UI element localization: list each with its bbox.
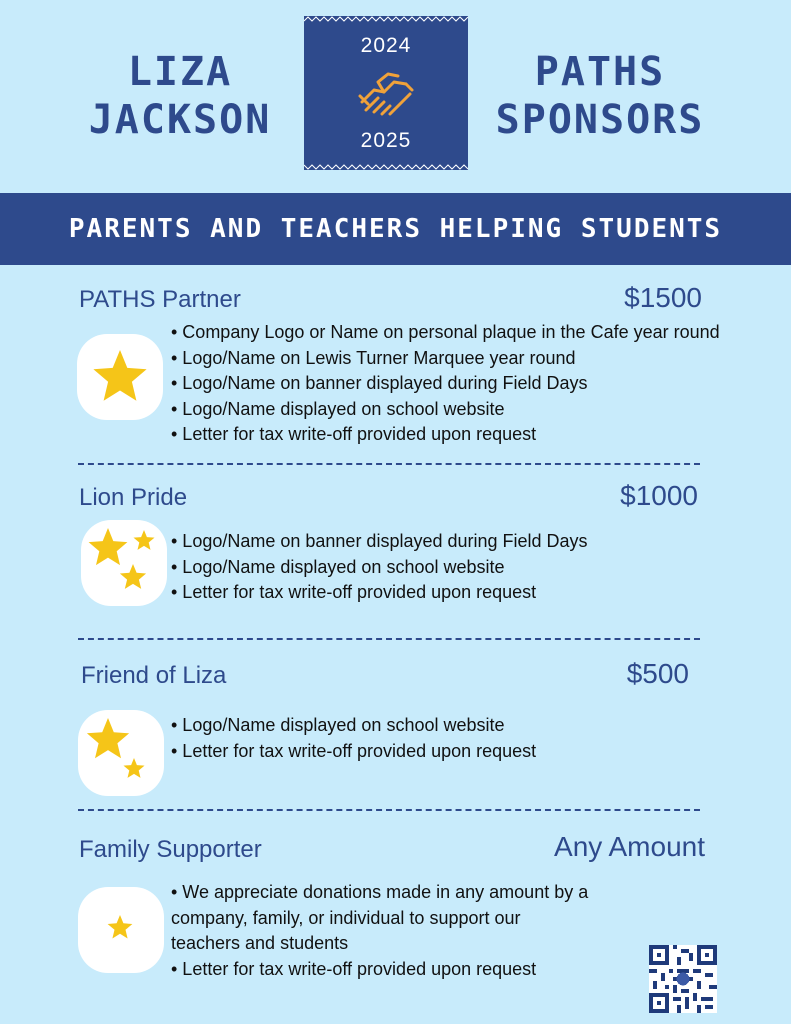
list-item: • Logo/Name displayed on school website: [171, 715, 505, 735]
list-item: • Letter for tax write-off provided upon request: [171, 740, 537, 761]
zigzag-border-bottom: [304, 164, 468, 170]
list-item: • Logo/Name on banner displayed during Field Days: [171, 373, 588, 393]
title-right-line2: SPONSORS: [495, 97, 705, 143]
list-item: • Letter for tax write-off provided upon request: [171, 958, 537, 979]
section-divider: [78, 638, 700, 640]
tier-price-family-supporter: Any Amount: [554, 831, 705, 862]
tier-icon-box-friend-of-liza: [78, 710, 164, 796]
title-liza-jackson: [80, 48, 280, 144]
one-large-star-icon: [77, 334, 163, 420]
three-stars-icon: [81, 520, 167, 606]
tier-icon-box-paths-partner: [77, 334, 163, 420]
small-star-icon: [78, 887, 164, 973]
tier-name-friend-of-liza: Friend of Liza: [81, 662, 227, 689]
qr-code-icon[interactable]: [649, 945, 717, 1013]
zigzag-border-top: [304, 16, 468, 22]
title-left-line2: JACKSON: [88, 97, 272, 143]
section-divider: [78, 463, 700, 465]
tier-name-family-supporter: Family Supporter: [79, 836, 262, 863]
year-badge: [304, 16, 468, 170]
list-item: • We appreciate donations made in any amount by a: [171, 882, 589, 902]
title-left-line1: LIZA: [127, 49, 233, 95]
benefits-list-paths-partner: [171, 320, 771, 448]
list-item: teachers and students: [171, 933, 349, 953]
list-item: • Logo/Name displayed on school website: [171, 398, 505, 419]
title-paths-sponsors: [490, 48, 710, 144]
section-divider: [78, 809, 700, 811]
two-stars-icon: [78, 710, 164, 796]
year-start: 2024: [360, 34, 412, 57]
list-item: • Letter for tax write-off provided upon request: [171, 424, 537, 444]
benefits-list-friend-of-liza: [171, 713, 771, 764]
tier-price-lion-pride: $1000: [620, 480, 698, 511]
handshake-icon: [354, 62, 418, 122]
tier-icon-box-family-supporter: [78, 887, 164, 973]
list-item: • Letter for tax write-off provided upon request: [171, 582, 537, 602]
list-item: company, family, or individual to support our: [171, 907, 521, 928]
list-item: • Company Logo or Name on personal plaque in the Cafe year round: [171, 322, 720, 342]
benefits-list-family-supporter: [171, 880, 641, 982]
tagline-banner: PARENTS AND TEACHERS HELPING STUDENTS: [0, 193, 791, 265]
list-item: • Logo/Name on Lewis Turner Marquee year round: [171, 347, 576, 368]
benefits-list-lion-pride: [171, 529, 771, 606]
tier-name-lion-pride: Lion Pride: [79, 484, 188, 511]
year-end: 2025: [360, 129, 412, 152]
list-item: • Logo/Name on banner displayed during Field Days: [171, 531, 588, 551]
tier-icon-box-lion-pride: [81, 520, 167, 606]
tier-name-paths-partner: PATHS Partner: [79, 286, 241, 313]
tier-price-paths-partner: $1500: [624, 282, 702, 313]
title-right-line1: PATHS: [534, 49, 666, 95]
list-item: • Logo/Name displayed on school website: [171, 556, 505, 577]
tier-price-friend-of-liza: $500: [626, 658, 689, 689]
